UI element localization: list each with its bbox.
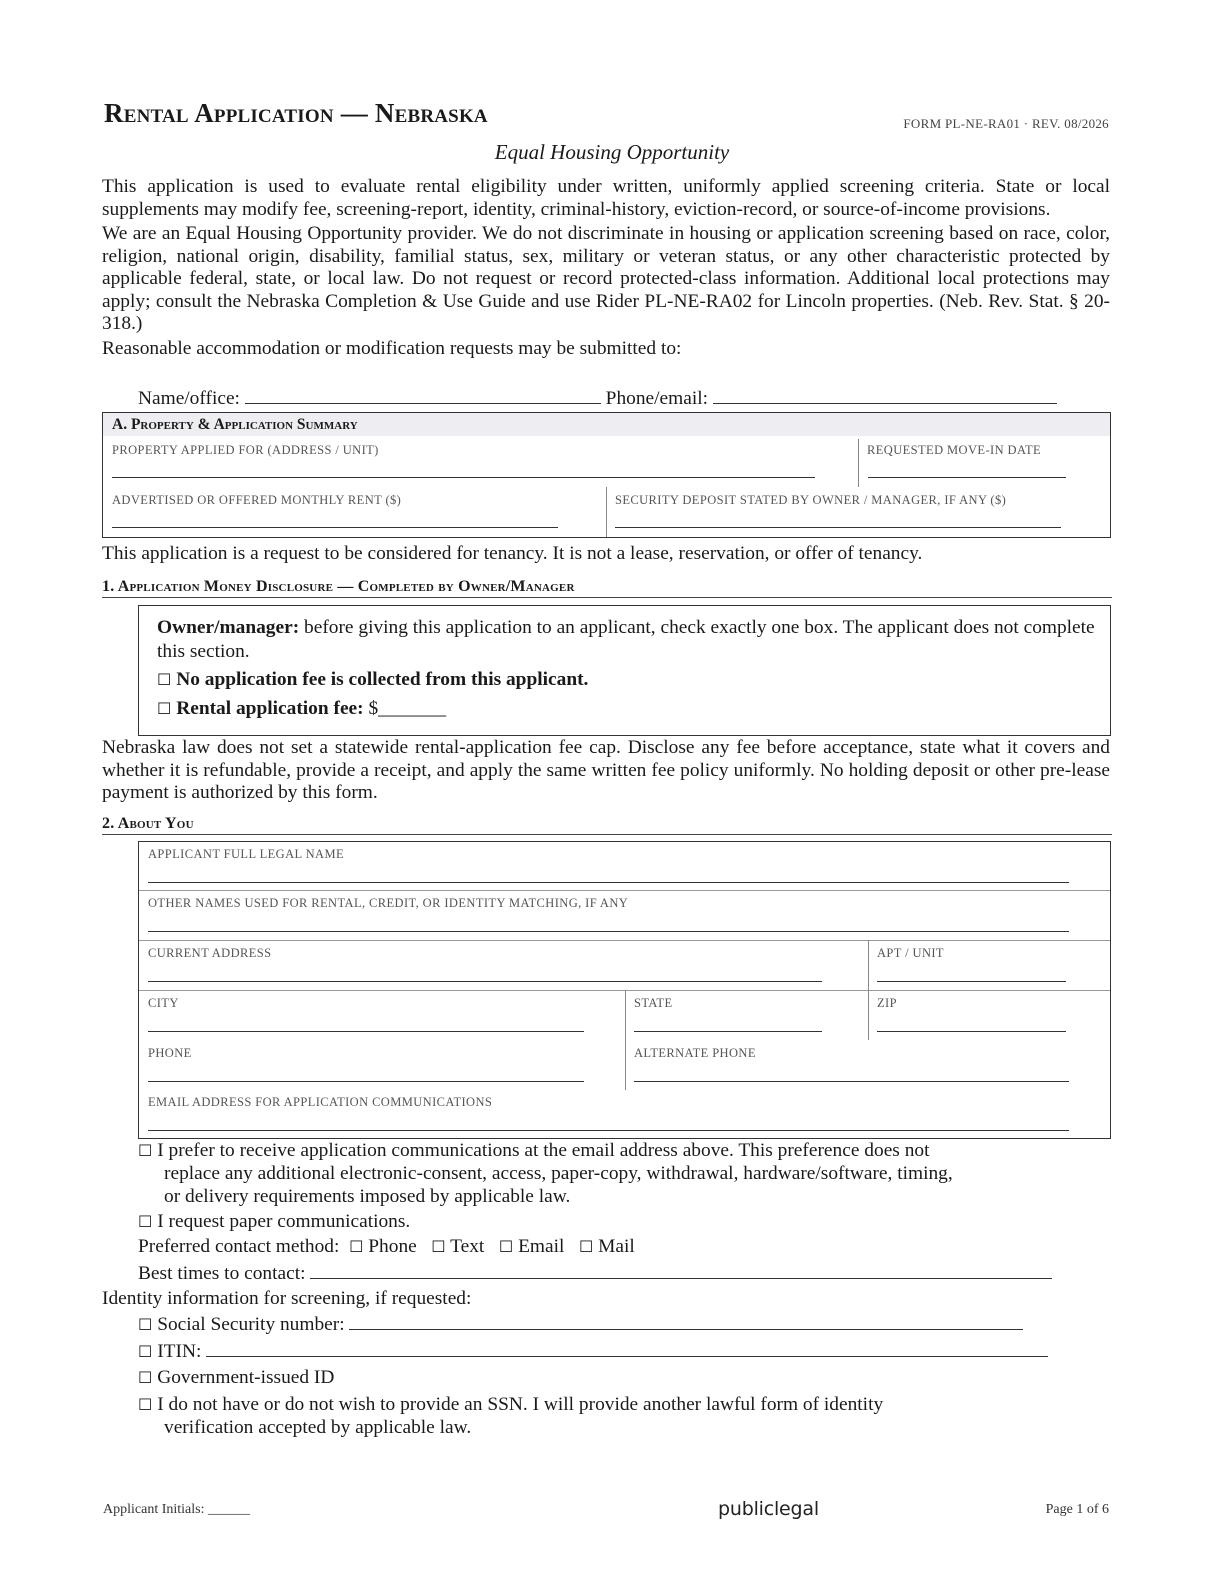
state-label: STATE — [634, 996, 673, 1010]
divider — [139, 890, 1110, 891]
owner-instruction — [157, 616, 1097, 664]
email-label: EMAIL ADDRESS FOR APPLICATION COMMUNICATIONS — [148, 1095, 493, 1109]
contact-option-text[interactable]: Text — [450, 1236, 485, 1257]
move-in-label: REQUESTED MOVE-IN DATE — [867, 443, 1042, 457]
apt-field[interactable] — [877, 981, 1066, 982]
intro-paragraph-2: We are an Equal Housing Opportunity provider. We do not discriminate in housing or application screening based on race, color, religion, national origin, disability, familial status, sex, military or veteran status, or any other characteristic protected by applicable federal, state, or local law. Do not request or record protected-class information. Additional local protections may apply; consult the Nebraska Completion & Use Guide and use Rider PL-NE-RA02 for Lincoln properties. (Neb. Rev. Stat. § 20-318.) — [102, 223, 1110, 334]
contact-method-label: Preferred contact method: — [138, 1236, 340, 1257]
owner-instruction-bold: Owner/manager: — [157, 617, 300, 638]
intro-paragraph-1: This application is used to evaluate rental eligibility under written, uniformly applied screening criteria. State or local supplements may modify fee, screening-report, identity, criminal-history, eviction-record, or source-of-income provisions. — [102, 176, 1110, 220]
contact-method-row — [138, 1236, 635, 1258]
about-you-box — [138, 841, 1111, 1139]
ssn-label: Social Security number: — [157, 1314, 345, 1335]
best-times-field[interactable] — [310, 1264, 1052, 1279]
paper-pref-label: I request paper communications. — [157, 1211, 411, 1232]
city-label: CITY — [148, 996, 179, 1010]
checkbox-icon[interactable]: ☐ — [138, 1141, 153, 1160]
zip-field[interactable] — [877, 1031, 1066, 1032]
checkbox-icon[interactable]: ☐ — [157, 670, 172, 689]
alt-phone-field[interactable] — [634, 1081, 1069, 1082]
divider — [858, 439, 859, 487]
checkbox-icon[interactable]: ☐ — [349, 1237, 364, 1256]
divider — [625, 990, 626, 1090]
fee-option[interactable] — [157, 698, 446, 720]
property-label: PROPERTY APPLIED FOR (ADDRESS / UNIT) — [112, 443, 379, 457]
gov-id-label: Government-issued ID — [157, 1367, 335, 1388]
itin-option[interactable] — [138, 1341, 1048, 1363]
phone-email-label: Phone/email: — [605, 388, 708, 409]
checkbox-icon[interactable]: ☐ — [138, 1342, 153, 1361]
contact-option-mail[interactable]: Mail — [598, 1236, 635, 1257]
fee-disclosure-box — [138, 605, 1111, 736]
fee-law-note-wrap — [102, 737, 1110, 805]
name-office-label: Name/office: — [138, 388, 240, 409]
section-a-heading: A. Property & Application Summary — [112, 416, 358, 433]
divider — [606, 487, 607, 537]
no-ssn-option[interactable] — [138, 1394, 883, 1416]
full-name-label: APPLICANT FULL LEGAL NAME — [148, 847, 344, 861]
divider — [868, 990, 869, 1040]
no-fee-label: No application fee is collected from this applicant. — [176, 669, 589, 690]
checkbox-icon[interactable]: ☐ — [498, 1237, 514, 1256]
email-pref-line-3: or delivery requirements imposed by applicable law. — [164, 1186, 571, 1207]
checkbox-icon[interactable]: ☐ — [138, 1315, 153, 1334]
phone-label: PHONE — [148, 1046, 192, 1060]
zip-label: ZIP — [877, 996, 897, 1010]
checkbox-icon[interactable]: ☐ — [138, 1368, 153, 1387]
paper-pref-option[interactable] — [138, 1211, 410, 1233]
section-2-heading: 2. About You — [102, 815, 1112, 835]
full-name-field[interactable] — [148, 882, 1069, 883]
other-names-field[interactable] — [148, 931, 1069, 932]
owner-instruction-text: before giving this application to an applicant, check exactly one box. The applicant does not complete this section. — [157, 617, 1095, 662]
divider — [139, 940, 1110, 941]
checkbox-icon[interactable]: ☐ — [431, 1237, 446, 1256]
form-number: FORM PL-NE-RA01 · REV. 08/2026 — [903, 116, 1109, 131]
divider — [868, 940, 869, 990]
tenancy-note: This application is a request to be considered for tenancy. It is not a lease, reservation, or offer of tenancy. — [102, 543, 923, 564]
itin-label: ITIN: — [157, 1341, 202, 1362]
best-times-row — [138, 1263, 1052, 1285]
apt-label: APT / UNIT — [877, 946, 944, 960]
checkbox-icon[interactable]: ☐ — [138, 1212, 153, 1231]
current-address-field[interactable] — [148, 981, 822, 982]
move-in-field[interactable] — [868, 477, 1066, 478]
intro-block — [102, 176, 1110, 360]
checkbox-icon[interactable]: ☐ — [138, 1395, 153, 1414]
page-number: Page 1 of 6 — [1045, 1502, 1109, 1517]
contact-option-phone[interactable]: Phone — [368, 1236, 417, 1257]
identity-label: Identity information for screening, if requested: — [102, 1288, 472, 1309]
other-names-label: OTHER NAMES USED FOR RENTAL, CREDIT, OR IDENTITY MATCHING, IF ANY — [148, 896, 629, 910]
deposit-label: SECURITY DEPOSIT STATED BY OWNER / MANAGER, IF ANY ($) — [615, 493, 1007, 507]
form-title: Rental Application — Nebraska — [104, 98, 488, 128]
rent-label: ADVERTISED OR OFFERED MONTHLY RENT ($) — [112, 493, 402, 507]
ssn-field[interactable] — [349, 1315, 1023, 1330]
fee-label: Rental application fee: — [176, 698, 364, 719]
itin-field[interactable] — [206, 1342, 1048, 1357]
accommodation-contact-row — [138, 388, 1057, 410]
no-fee-option[interactable] — [157, 669, 588, 691]
fee-law-note: Nebraska law does not set a statewide rental-application fee cap. Disclose any fee before acceptance, state what it covers and whether it is refundable, provide a receipt, and apply the same written fee policy uniformly. No holding deposit or other pre-lease payment is authorized by this form. — [102, 737, 1110, 803]
email-field[interactable] — [148, 1130, 1069, 1131]
publiclegal-logo: publiclegal — [718, 1498, 819, 1520]
no-ssn-line-1: I do not have or do not wish to provide an SSN. I will provide another lawful form of identity — [157, 1394, 884, 1415]
fee-amount-field[interactable]: $_______ — [368, 698, 447, 719]
rent-field[interactable] — [112, 527, 558, 528]
email-pref-option[interactable] — [138, 1140, 929, 1162]
phone-field[interactable] — [148, 1081, 584, 1082]
state-field[interactable] — [634, 1031, 822, 1032]
current-address-label: CURRENT ADDRESS — [148, 946, 272, 960]
checkbox-icon[interactable]: ☐ — [157, 699, 172, 718]
alt-phone-label: ALTERNATE PHONE — [634, 1046, 756, 1060]
email-pref-line-2: replace any additional electronic-consent, access, paper-copy, withdrawal, hardware/software, timing, — [164, 1163, 953, 1184]
checkbox-icon[interactable]: ☐ — [578, 1237, 594, 1256]
property-field[interactable] — [112, 477, 815, 478]
city-field[interactable] — [148, 1031, 584, 1032]
contact-option-email[interactable]: Email — [518, 1236, 565, 1257]
applicant-initials: Applicant Initials: ______ — [103, 1502, 250, 1517]
name-office-field[interactable] — [245, 389, 601, 404]
gov-id-option[interactable] — [138, 1367, 334, 1389]
intro-paragraph-3: Reasonable accommodation or modification requests may be submitted to: — [102, 337, 682, 359]
no-ssn-line-2: verification accepted by applicable law. — [164, 1417, 472, 1438]
section-1-heading: 1. Application Money Disclosure — Completed by Owner/Manager — [102, 578, 1112, 598]
section-a-box — [102, 412, 1111, 538]
ssn-option[interactable] — [138, 1314, 1023, 1336]
equal-housing-subtitle: Equal Housing Opportunity — [494, 140, 730, 164]
phone-email-field[interactable] — [713, 389, 1057, 404]
deposit-field[interactable] — [615, 527, 1061, 528]
email-pref-line-1: I prefer to receive application communications at the email address above. This preference does not — [157, 1140, 930, 1161]
best-times-label: Best times to contact: — [138, 1263, 306, 1284]
